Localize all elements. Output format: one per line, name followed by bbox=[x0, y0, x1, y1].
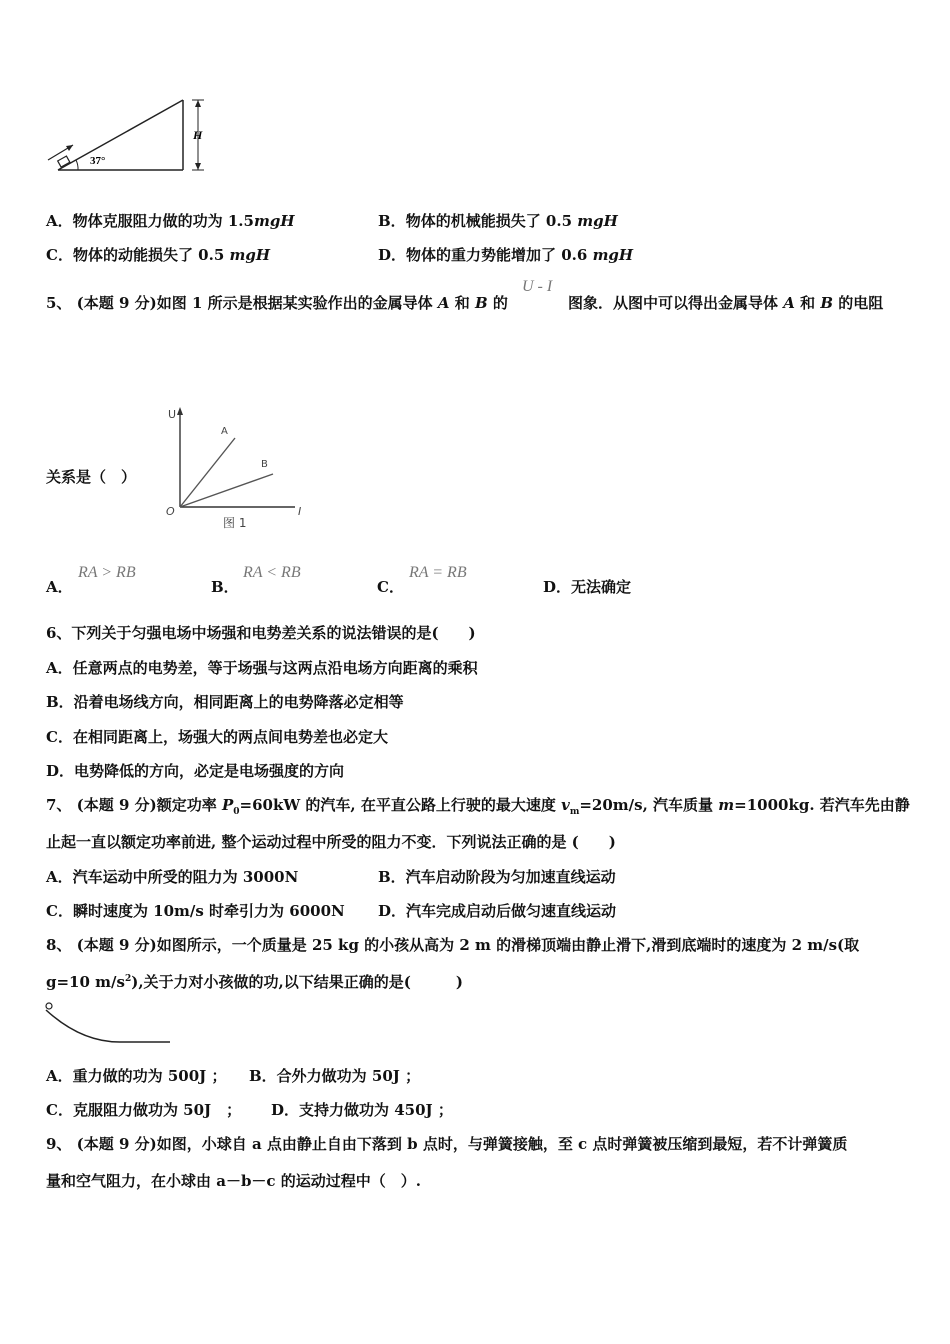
q4-option-a[interactable]: A．物体克服阻力做的功为 1.5mgH bbox=[46, 212, 295, 230]
q8-stem-line2: g=10 $m/s^2$),关于力对小孩做的功,以下结果正确的是( ) bbox=[46, 973, 463, 991]
u-axis-label: U bbox=[168, 408, 177, 421]
q5-option-c-formula: RA = RB bbox=[409, 564, 467, 581]
figure-caption: 图 1 bbox=[223, 516, 247, 530]
q6-stem: 6、下列关于匀强电场中场强和电势差关系的说法错误的是( ) bbox=[46, 624, 476, 642]
q7-option-c[interactable]: C．瞬时速度为 10m/s 时牵引力为 6000N bbox=[46, 902, 345, 920]
q4-option-c[interactable]: C．物体的动能损失了 0.5 mgH bbox=[46, 246, 271, 264]
q5-option-a-formula: RA > RB bbox=[78, 564, 136, 581]
line-b-label: B bbox=[261, 459, 268, 470]
angle-label: 37° bbox=[90, 155, 106, 167]
origin-label: O bbox=[166, 505, 175, 518]
q6-option-c[interactable]: C．在相同距离上，场强大的两点间电势差也必定大 bbox=[46, 728, 388, 746]
q6-option-d[interactable]: D．电势降低的方向，必定是电场强度的方向 bbox=[46, 762, 345, 780]
height-label: H bbox=[193, 128, 203, 142]
q5-stem-tail: 图象．从图中可以得出金属导体 A 和 B 的电阻 bbox=[568, 294, 884, 312]
q8-option-c[interactable]: C．克服阻力做功为 50J ； bbox=[46, 1101, 242, 1119]
q5-option-d[interactable]: D．无法确定 bbox=[543, 578, 632, 596]
q5-stem-line2: 关系是（ ） bbox=[46, 468, 137, 486]
q5-option-c-label[interactable]: C． bbox=[377, 578, 404, 596]
incline-figure bbox=[40, 92, 220, 182]
q4-option-b[interactable]: B．物体的机械能损失了 0.5 mgH bbox=[378, 212, 618, 230]
q8-stem: 8、 (本题 9 分)如图所示，一个质量是 25 kg 的小孩从高为 2 m 的滑梯顶端由静止滑下,滑到底端时的速度为 2 m/s(取 bbox=[46, 936, 860, 954]
i-axis-label: I bbox=[298, 505, 302, 518]
q7-option-a[interactable]: A．汽车运动中所受的阻力为 3000N bbox=[46, 868, 299, 886]
q5-option-b-label[interactable]: B． bbox=[211, 578, 239, 596]
q4-option-d[interactable]: D．物体的重力势能增加了 0.6 mgH bbox=[378, 246, 634, 264]
q8-option-a[interactable]: A．重力做的功为 500J ； bbox=[46, 1067, 227, 1085]
ui-formula: U - I bbox=[522, 278, 553, 295]
q7-option-d[interactable]: D．汽车完成启动后做匀速直线运动 bbox=[378, 902, 617, 920]
q5-stem: 5、 (本题 9 分)如图 1 所示是根据某实验作出的金属导体 A 和 B 的 bbox=[46, 294, 508, 312]
q6-option-a[interactable]: A．任意两点的电势差，等于场强与这两点沿电场方向距离的乘积 bbox=[46, 659, 478, 677]
q7-stem-line2: 止起一直以额定功率前进, 整个运动过程中所受的阻力不变．下列说法正确的是 ( ) bbox=[46, 833, 616, 851]
q8-option-d[interactable]: D．支持力做功为 450J ； bbox=[271, 1101, 453, 1119]
q9-stem-line2: 量和空气阻力，在小球由 a－b－c 的运动过程中（ ）. bbox=[46, 1172, 422, 1190]
q5-option-a-label[interactable]: A． bbox=[46, 578, 73, 596]
slide-figure bbox=[42, 998, 177, 1048]
q8-option-b[interactable]: B．合外力做功为 50J ； bbox=[249, 1067, 421, 1085]
q5-option-b-formula: RA < RB bbox=[243, 564, 301, 581]
q9-stem: 9、 (本题 9 分)如图，小球自 a 点由静止自由下落到 b 点时，与弹簧接触，至 c 点时弹簧被压缩到最短，若不计弹簧质 bbox=[46, 1135, 848, 1153]
q6-option-b[interactable]: B．沿着电场线方向，相同距离上的电势降落必定相等 bbox=[46, 693, 404, 711]
line-a-label: A bbox=[221, 426, 228, 437]
q7-option-b[interactable]: B．汽车启动阶段为匀加速直线运动 bbox=[378, 868, 616, 886]
q7-stem: 7、 (本题 9 分)额定功率 $P_0=60kW$ 的汽车, 在平直公路上行驶的最大速度 $v_m=20m/s$, 汽车质量 m=1000kg. 若汽车先由静 bbox=[46, 796, 910, 817]
ui-graph-figure bbox=[160, 403, 310, 533]
